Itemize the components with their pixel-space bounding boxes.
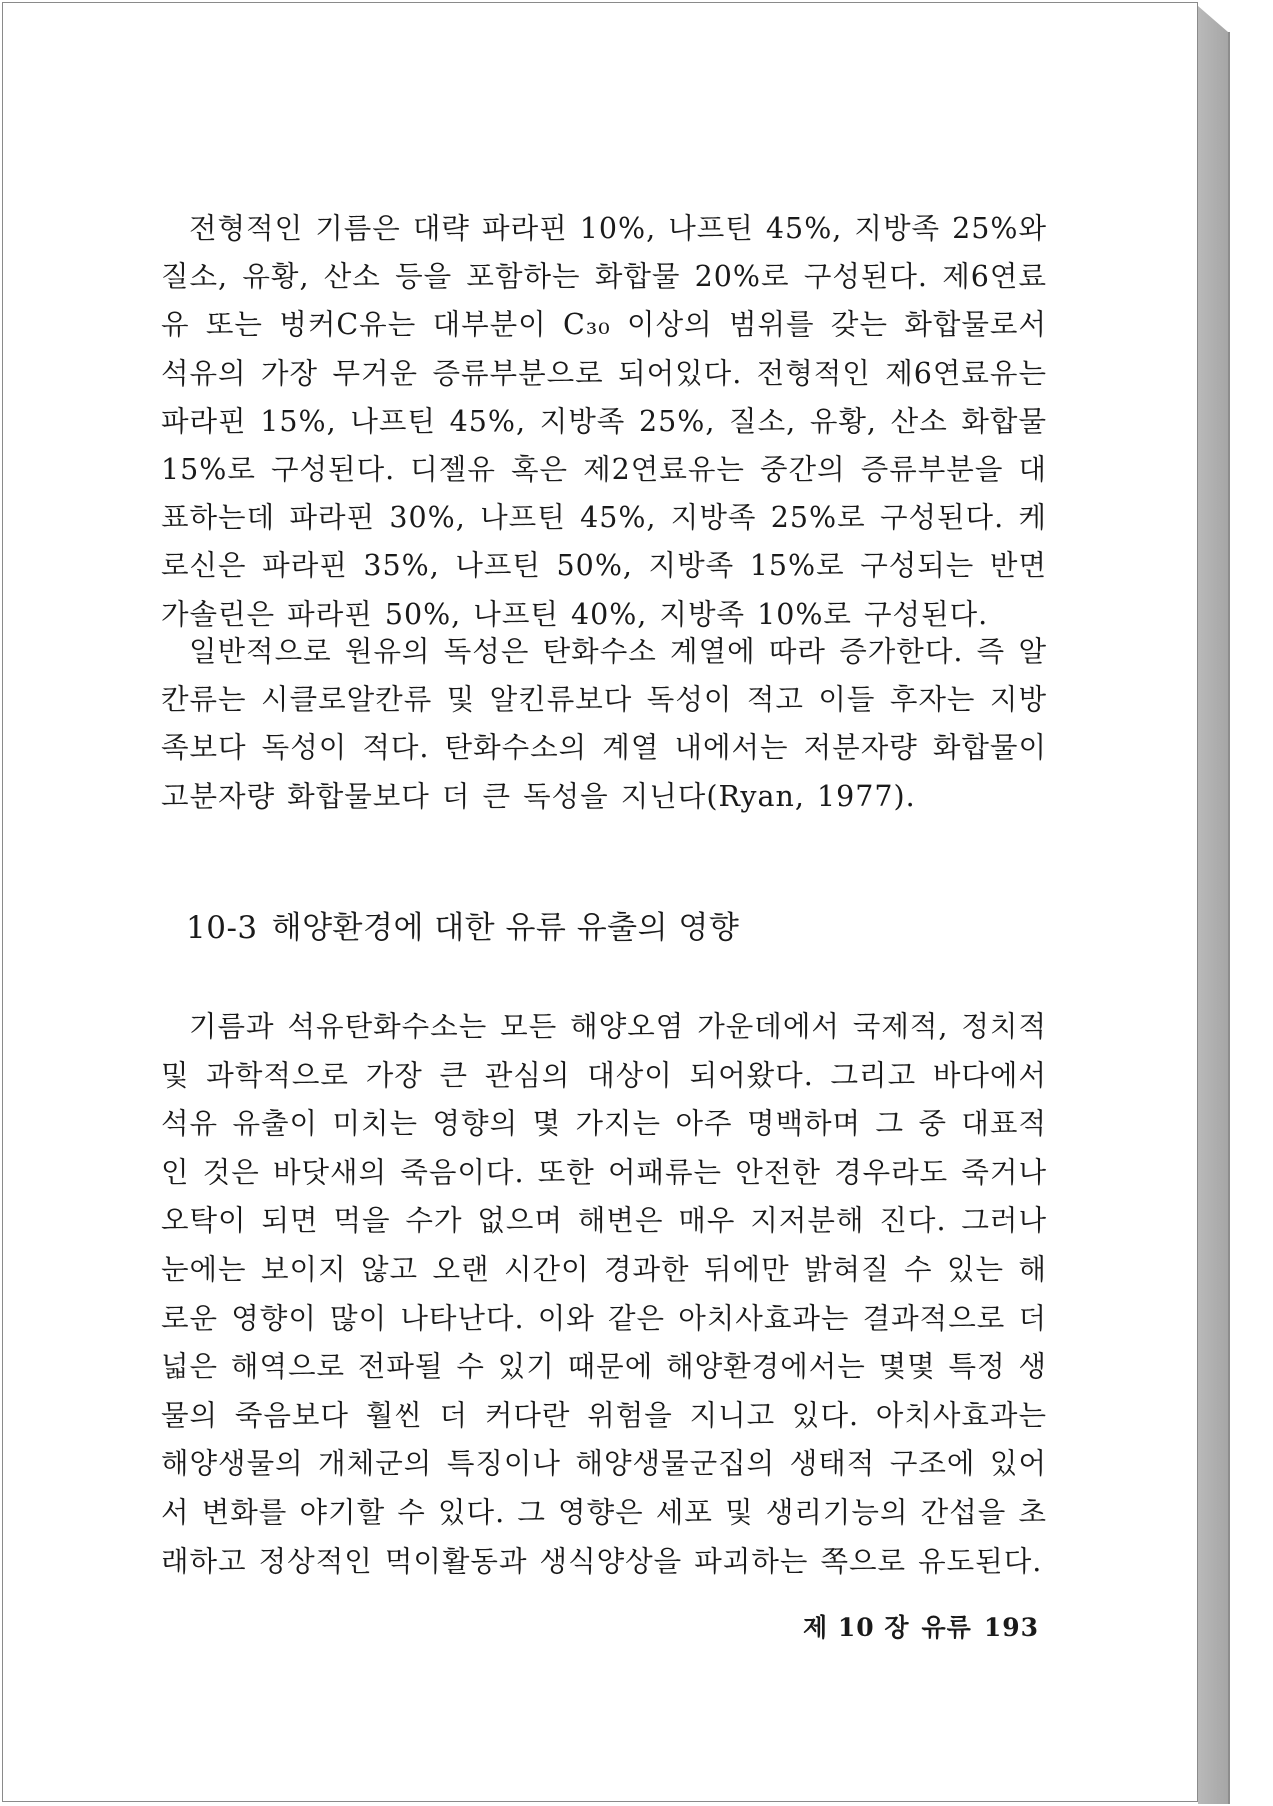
section-number: 10-3 [186, 910, 258, 946]
section-heading [186, 908, 739, 948]
page-stack-side [1198, 6, 1228, 1804]
paragraph-marine-impact: 기름과 석유탄화수소는 모든 해양오염 가운데에서 국제적, 정치적 및 과학적으로 가장 큰 관심의 대상이 되어왔다. 그리고 바다에서 석유 유출이 미치는 영향의 몇 가지는 아주 명백하며 그 중 대표적인 것은 바닷새의 죽음이다. 또한 어패류는 안전한 경우라도 죽거나 오탁이 되면 먹을 수가 없으며 해변은 매우 지저분해 진다. 그러나 눈에는 보이지 않고 오랜 시간이 경과한 뒤에만 밝혀질 수 있는 해로운 영향이 많이 나타난다. 이와 같은 아치사효과는 결과적으로 더 넓은 해역으로 전파될 수 있기 때문에 해양환경에서는 몇몇 특정 생물의 죽음보다 훨씬 더 커다란 위험을 지니고 있다. 아치사효과는 해양생물의 개체군의 특징이나 해양생물군집의 생태적 구조에 있어서 변화를 야기할 수 있다. 그 영향은 세포 및 생리기능의 간섭을 초래하고 정상적인 먹이활동과 생식양상을 파괴하는 쪽으로 유도된다. [161, 1010, 1047, 1578]
footer-chapter: 제 10 장 [803, 1613, 910, 1642]
section-title: 해양환경에 대한 유류 유출의 영향 [271, 910, 740, 946]
page-number: 193 [983, 1613, 1039, 1642]
paragraph-oil-toxicity: 일반적으로 원유의 독성은 탄화수소 계열에 따라 증가한다. 즉 알칸류는 시클로알칸류 및 알킨류보다 독성이 적고 이들 후자는 지방족보다 독성이 적다. 탄화수소의 계열 내에서는 저분자량 화합물이 고분자량 화합물보다 더 큰 독성을 지닌다(Ryan, 1977). [161, 635, 1047, 813]
paragraph-oil-composition: 전형적인 기름은 대략 파라핀 10%, 나프틴 45%, 지방족 25%와 질소, 유황, 산소 등을 포함하는 화합물 20%로 구성된다. 제6연료유 또는 벙커C유는 대부분이 C₃₀ 이상의 범위를 갖는 화합물로서 석유의 가장 무거운 증류부분으로 되어있다. 전형적인 제6연료유는 파라핀 15%, 나프틴 45%, 지방족 25%, 질소, 유황, 산소 화합물 15%로 구성된다. 디젤유 혹은 제2연료유는 중간의 증류부분을 대표하는데 파라핀 30%, 나프틴 45%, 지방족 25%로 구성된다. 케로신은 파라핀 35%, 나프틴 50%, 지방족 15%로 구성되는 반면 가솔린은 파라핀 50%, 나프틴 40%, 지방족 10%로 구성된다. [161, 212, 1047, 631]
page-stack-edge [1228, 32, 1230, 1804]
book-page [2, 2, 1198, 1802]
footer-chapter-title: 유류 [921, 1613, 972, 1642]
page-footer [803, 1611, 1039, 1645]
